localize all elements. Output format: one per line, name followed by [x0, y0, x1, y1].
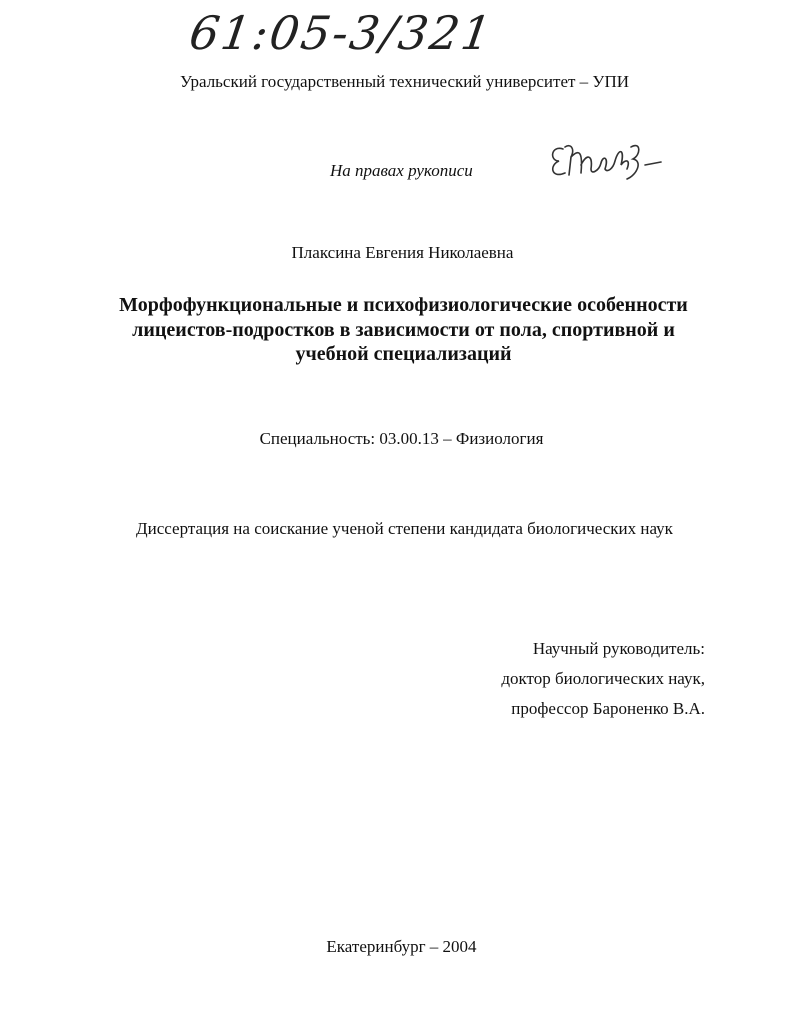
title-line: лицеистов-подростков в зависимости от пола, спортивной и	[132, 318, 675, 341]
author-name: Плаксина Евгения Николаевна	[291, 243, 514, 262]
advisor-name: профессор Бароненко В.А.	[511, 699, 705, 718]
title-line: учебной специализаций	[295, 343, 512, 365]
city-year: Екатеринбург – 2004	[326, 937, 477, 956]
advisor-label: Научный руководитель:	[532, 639, 705, 658]
dissertation-title	[8, 293, 799, 367]
handwritten-signature	[545, 135, 675, 190]
advisor-degree: доктор биологических наук,	[501, 669, 705, 688]
manuscript-rights-note: На правах рукописи	[330, 161, 473, 180]
specialty: Специальность: 03.00.13 – Физиология	[259, 429, 544, 448]
title-line: Морфофункциональные и психофизиологические особенности	[119, 294, 688, 316]
handwritten-archive-number: 61:05-3/321	[186, 6, 497, 60]
university-name: Уральский государственный технический университет – УПИ	[179, 72, 630, 91]
degree-statement: Диссертация на соискание ученой степени кандидата биологических наук	[136, 519, 673, 538]
